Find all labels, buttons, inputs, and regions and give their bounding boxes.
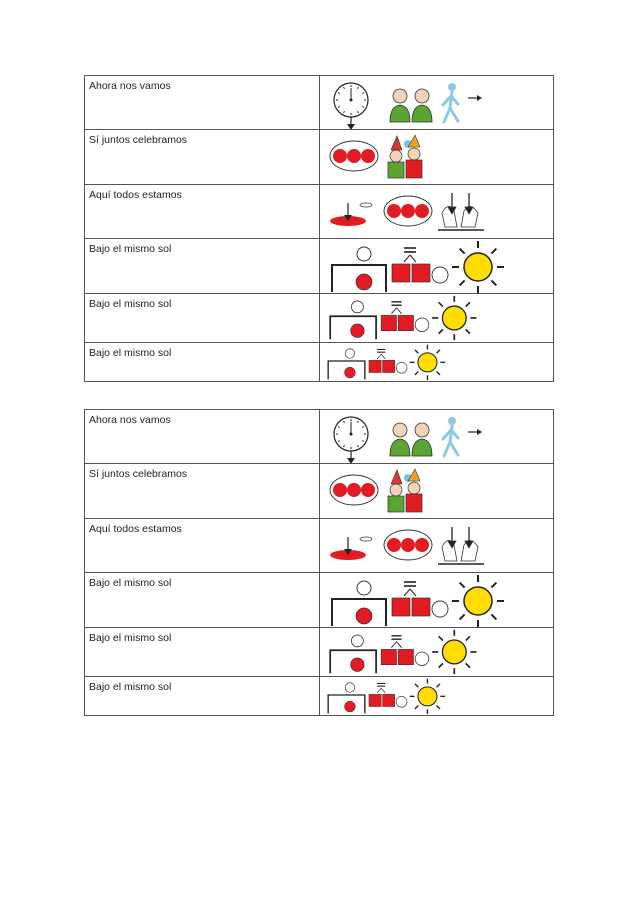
pictogram-cell: [320, 464, 554, 519]
lyric-line: Bajo el mismo sol: [85, 628, 320, 677]
three-dots-icon: [330, 141, 378, 171]
same-icon: [392, 582, 448, 617]
same-icon: [369, 683, 407, 707]
sun-icon: [432, 630, 476, 674]
table-row: [85, 76, 554, 130]
here-icon: [330, 537, 372, 560]
three-dots-icon: [330, 475, 378, 505]
table-row: [85, 410, 554, 464]
under-icon: [328, 349, 365, 380]
pictograms: [320, 76, 553, 129]
pictograms: [320, 294, 553, 342]
table-row: [85, 628, 554, 677]
hands-icon: [438, 527, 484, 564]
pictograms: [320, 628, 553, 676]
pictogram-cell: [320, 343, 554, 382]
pictogram-cell: [320, 76, 554, 130]
lyric-line: Bajo el mismo sol: [85, 573, 320, 628]
person-icon: [412, 423, 432, 456]
party-people-icon: [388, 469, 422, 512]
lyrics-table-2: [84, 409, 554, 716]
person-icon: [390, 423, 410, 456]
sun-icon: [452, 575, 504, 627]
three-dots-icon: [384, 530, 432, 560]
pictogram-cell: [320, 677, 554, 716]
under-icon: [330, 635, 376, 673]
walking-person-icon: [443, 417, 458, 456]
same-icon: [381, 636, 429, 666]
table-row: [85, 294, 554, 343]
lyric-line: Ahora nos vamos: [85, 76, 320, 130]
arrow-right-icon: [468, 429, 482, 435]
pictograms: [320, 464, 553, 518]
table-row: [85, 519, 554, 573]
pictogram-cell: [320, 239, 554, 294]
same-icon: [392, 248, 448, 283]
person-icon: [390, 89, 410, 122]
table-row: [85, 343, 554, 382]
pictograms: [320, 410, 553, 463]
same-icon: [381, 302, 429, 332]
table-row: [85, 464, 554, 519]
under-icon: [332, 247, 386, 292]
table-row: [85, 185, 554, 239]
clock-icon: [334, 83, 368, 129]
lyric-line: Ahora nos vamos: [85, 410, 320, 464]
pictograms: [320, 185, 553, 238]
lyric-line: Bajo el mismo sol: [85, 239, 320, 294]
pictograms: [320, 519, 553, 572]
arrow-right-icon: [468, 95, 482, 101]
table-row: [85, 239, 554, 294]
table-row: [85, 130, 554, 185]
pictogram-cell: [320, 519, 554, 573]
under-icon: [332, 581, 386, 626]
person-icon: [412, 89, 432, 122]
lyric-line: Sí juntos celebramos: [85, 464, 320, 519]
pictograms: [320, 130, 553, 184]
pictogram-cell: [320, 130, 554, 185]
table-row: [85, 677, 554, 716]
lyric-line: Bajo el mismo sol: [85, 343, 320, 382]
table-row: [85, 573, 554, 628]
lyric-line: Bajo el mismo sol: [85, 294, 320, 343]
pictogram-cell: [320, 294, 554, 343]
pictograms: [320, 343, 553, 381]
lyric-line: Aquí todos estamos: [85, 519, 320, 573]
hands-icon: [438, 193, 484, 230]
walking-person-icon: [443, 83, 458, 122]
under-icon: [330, 301, 376, 339]
pictogram-cell: [320, 628, 554, 677]
here-icon: [330, 203, 372, 226]
three-dots-icon: [384, 196, 432, 226]
pictogram-cell: [320, 573, 554, 628]
pictograms: [320, 677, 553, 715]
lyric-line: Aquí todos estamos: [85, 185, 320, 239]
pictograms: [320, 573, 553, 627]
sun-icon: [432, 296, 476, 340]
clock-icon: [334, 417, 368, 463]
sun-icon: [452, 241, 504, 293]
under-icon: [328, 683, 365, 714]
lyrics-table-1: [84, 75, 554, 382]
lyric-line: Bajo el mismo sol: [85, 677, 320, 716]
pictogram-cell: [320, 410, 554, 464]
pictogram-cell: [320, 185, 554, 239]
sun-icon: [410, 679, 445, 714]
sun-icon: [410, 345, 445, 380]
lyric-line: Sí juntos celebramos: [85, 130, 320, 185]
party-people-icon: [388, 135, 422, 178]
pictograms: [320, 239, 553, 293]
same-icon: [369, 349, 407, 373]
